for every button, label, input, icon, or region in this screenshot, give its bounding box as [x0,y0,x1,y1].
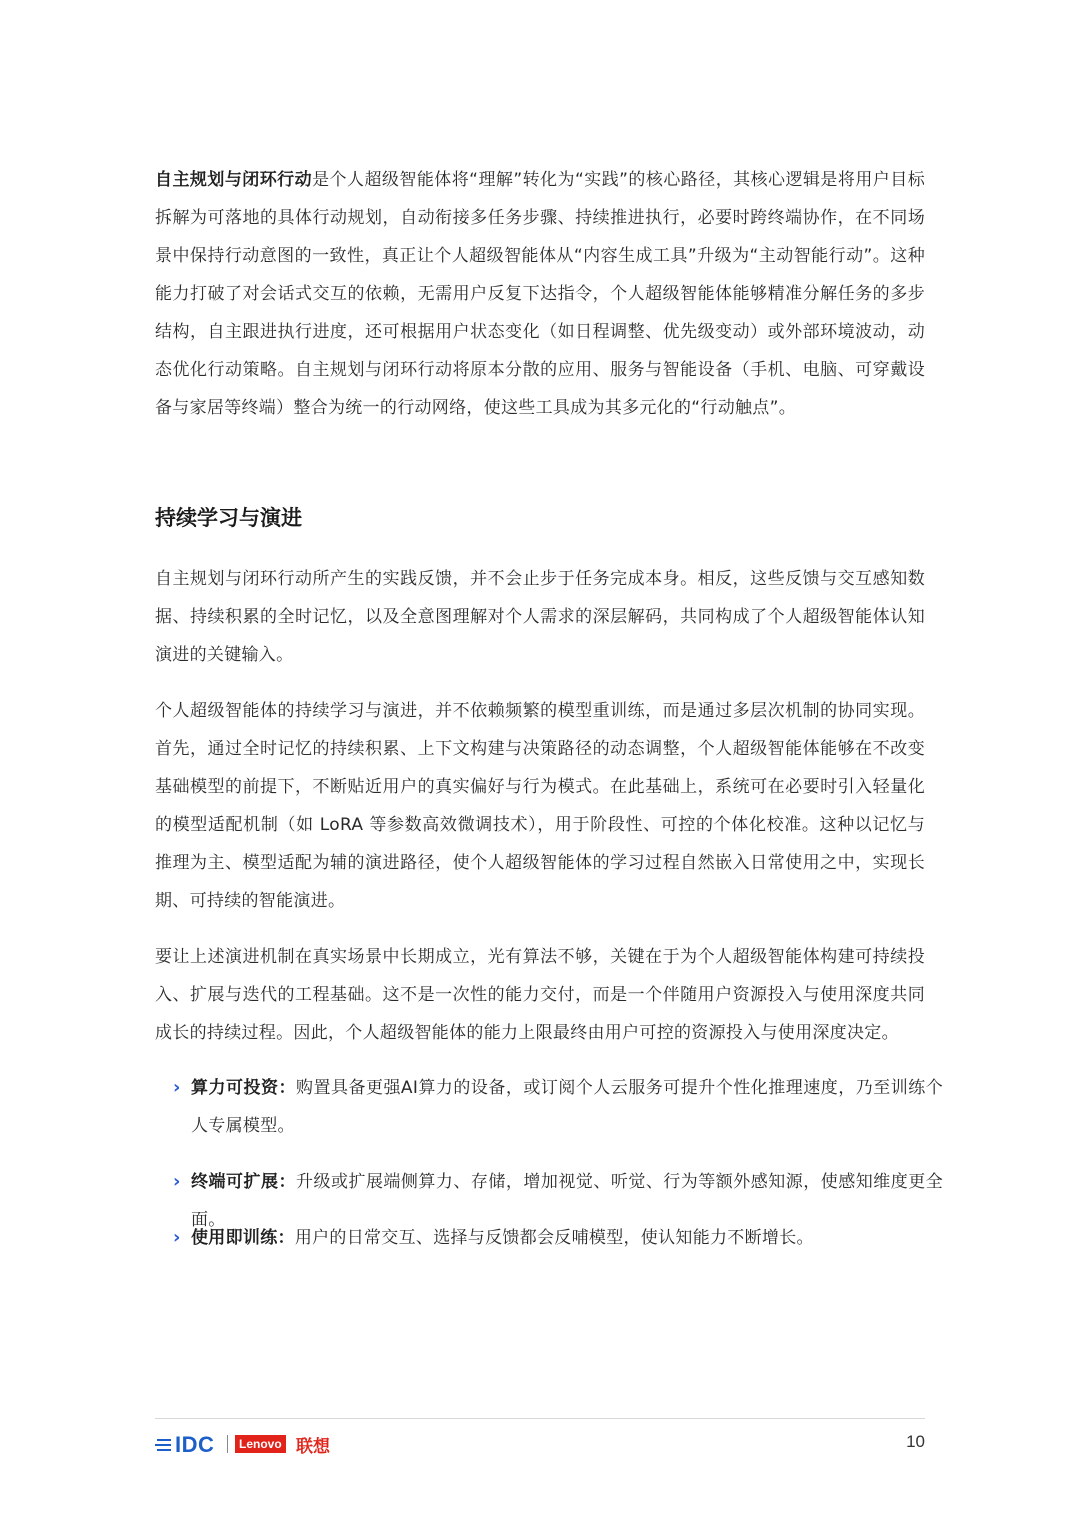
idc-wordmark: IDC [175,1432,215,1457]
document-page [155,0,943,1526]
chevron-right-icon: › [173,1077,181,1098]
bullet-text: 用户的日常交互、选择与反馈都会反哺模型，使认知能力不断增长。 [294,1228,814,1248]
lenovo-chinese-wordmark: 联想 [296,1437,330,1457]
intro-text: 是个人超级智能体将“理解”转化为“实践”的核心路径，其核心逻辑是将用户目标拆解为可落地的具体行动规划，自动衔接多任务步骤、持续推进执行，必要时跨终端协作，在不同场景中保持行动意图的一致性，真正让个人超级智能体从“内容生成工具”升级为“主动智能行动”。这种能力打破了对会话式交互的依赖，无需用户反复下达指令，个人超级智能体能够精准分解任务的多步结构，自主跟进执行进度，还可根据用户状态变化（如日程调整、优先级变动）或外部环境波动，动态优化行动策略。自主规划与闭环行动将原本分散的应用、服务与智能设备（手机、电脑、可穿戴设备与家居等终端）整合为统一的行动网络，使这些工具成为其多元化的“行动触点”。 [155,170,925,418]
bullet-title: 使用即训练： [191,1228,295,1248]
section-heading: 持续学习与演进 [155,506,302,530]
footer-divider [155,1418,925,1419]
bullet-compute-investment [173,1069,943,1145]
lenovo-logo: Lenovo [235,1435,286,1453]
logo-separator [227,1435,228,1453]
bullet-title: 终端可扩展： [191,1172,296,1192]
bullet-text: 购置具备更强AI算力的设备，或订阅个人云服务可提升个性化推理速度，乃至训练个人专属模型。 [191,1078,943,1136]
intro-paragraph [155,161,925,427]
chevron-right-icon: › [173,1227,181,1248]
bullet-text: 升级或扩展端侧算力、存储，增加视觉、听觉、行为等额外感知源，使感知维度更全面。 [191,1172,943,1230]
learning-paragraph-3: 要让上述演进机制在真实场景中长期成立，光有算法不够，关键在于为个人超级智能体构建可持续投入、扩展与迭代的工程基础。这不是一次性的能力交付，而是一个伴随用户资源投入与使用深度共同成长的持续过程。因此，个人超级智能体的能力上限最终由用户可控的资源投入与使用深度决定。 [155,947,925,1043]
learning-paragraph-2: 个人超级智能体的持续学习与演进，并不依赖频繁的模型重训练，而是通过多层次机制的协同实现。首先，通过全时记忆的持续积累、上下文构建与决策路径的动态调整，个人超级智能体能够在不改变基础模型的前提下，不断贴近用户的真实偏好与行为模式。在此基础上，系统可在必要时引入轻量化的模型适配机制（如 LoRA 等参数高效微调技术），用于阶段性、可控的个体化校准。这种以记忆与推理为主、模型适配为辅的演进路径，使个人超级智能体的学习过程自然嵌入日常使用之中，实现长期、可持续的智能演进。 [155,701,925,911]
learning-paragraph-1: 自主规划与闭环行动所产生的实践反馈，并不会止步于任务完成本身。相反，这些反馈与交互感知数据、持续积累的全时记忆，以及全意图理解对个人需求的深层解码，共同构成了个人超级智能体认知演进的关键输入。 [155,569,925,665]
bullet-use-as-training [173,1219,943,1257]
intro-lead-term: 自主规划与闭环行动 [155,170,313,190]
page-footer [155,1430,925,1460]
bullet-title: 算力可投资： [191,1078,296,1098]
page-number: 10 [906,1432,925,1451]
idc-logo [155,1432,214,1458]
idc-lines-icon [155,1436,173,1454]
chevron-right-icon: › [173,1171,181,1192]
